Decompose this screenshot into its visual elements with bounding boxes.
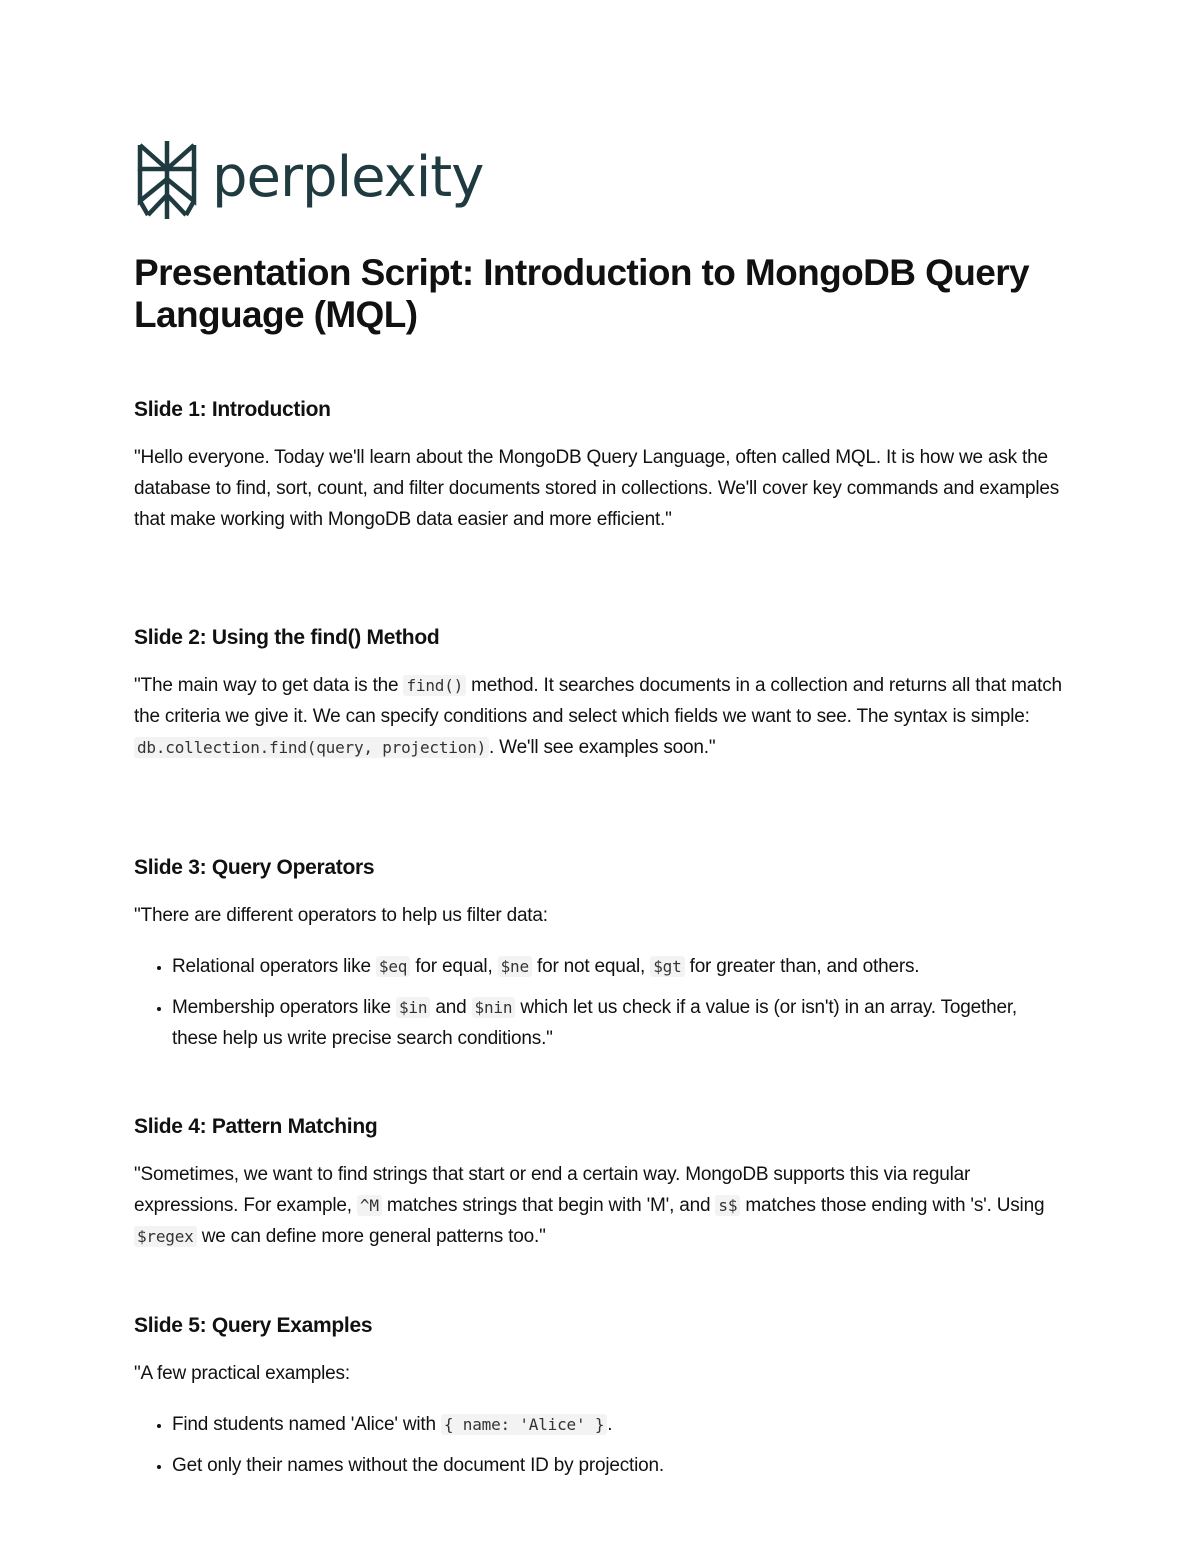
list-item (172, 992, 1064, 1054)
text-run: Find students named 'Alice' with (172, 1414, 441, 1435)
text-run: and (430, 997, 472, 1018)
list-item: • Get only their names without the document ID by projection. (172, 1450, 664, 1481)
inline-code: $in (396, 997, 430, 1018)
text-run: . (607, 1414, 613, 1435)
slide-4-section (134, 1113, 1064, 1252)
document-title: Presentation Script: Introduction to MongoDB Query Language (MQL) (134, 252, 1030, 335)
slide-1-section (134, 396, 1064, 535)
slide-1-heading: Slide 1: Introduction (134, 398, 331, 421)
inline-code: find() (403, 675, 466, 696)
slide-2-heading: Slide 2: Using the find() Method (134, 626, 440, 649)
text-run: . We'll see examples soon." (489, 737, 716, 758)
slide-5-section (134, 1312, 664, 1491)
slide-5-list (134, 1409, 664, 1481)
slide-2-section (134, 624, 1064, 763)
slide-3-intro: "There are different operators to help us filter data: (134, 905, 548, 926)
text-run: Membership operators like (172, 997, 396, 1018)
list-item (172, 1409, 664, 1440)
text-run: for greater than, and others. (684, 956, 920, 977)
inline-code: $regex (134, 1226, 197, 1247)
perplexity-logo-icon (134, 139, 200, 221)
logo-wordmark: perplexity (212, 144, 484, 210)
inline-code: $eq (376, 956, 410, 977)
slide-3-section (134, 854, 1064, 1064)
inline-code: { name: 'Alice' } (441, 1414, 607, 1435)
text-run: method. It searches documents in a collection and returns all that match the criteria we give it. We can specify conditions and select which fields we want to see. The syntax is simple: (134, 675, 1062, 727)
text-run: "Sometimes, we want to find strings that start or end a certain way. MongoDB supports this via regular expressions. For example, (134, 1164, 971, 1216)
text-run: we can define more general patterns too." (196, 1226, 546, 1247)
document-page (134, 138, 1064, 1476)
slide-5-intro: "A few practical examples: (134, 1363, 350, 1384)
inline-code: db.collection.find(query, projection) (134, 737, 489, 758)
text-run: for not equal, (531, 956, 651, 977)
text-run: matches those ending with 's'. Using (740, 1195, 1045, 1216)
slide-2-paragraph (134, 670, 1064, 763)
list-item (172, 951, 1064, 982)
logo (134, 138, 1064, 222)
inline-code: $gt (650, 956, 684, 977)
slide-3-list (134, 951, 1064, 1054)
text-run: which let us check if a value is (or isn't) in an array. Together, these help us write precise search conditions." (172, 997, 1017, 1049)
inline-code: $ne (498, 956, 532, 977)
slide-1-paragraph: "Hello everyone. Today we'll learn about the MongoDB Query Language, often called MQL. It is how we ask the database to find, sort, count, and filter documents stored in collections. We'll cover key commands and examples that make working with MongoDB data easier and more efficient." (134, 447, 1060, 530)
inline-code: ^M (357, 1195, 382, 1216)
slide-4-heading: Slide 4: Pattern Matching (134, 1115, 378, 1138)
text-run: Relational operators like (172, 956, 376, 977)
text-run: for equal, (410, 956, 498, 977)
text-run: matches strings that begin with 'M', and (381, 1195, 716, 1216)
slide-3-heading: Slide 3: Query Operators (134, 856, 375, 879)
inline-code: s$ (715, 1195, 740, 1216)
inline-code: $nin (472, 997, 516, 1018)
text-run: "The main way to get data is the (134, 675, 404, 696)
slide-4-paragraph (134, 1159, 1064, 1252)
slide-5-heading: Slide 5: Query Examples (134, 1314, 373, 1337)
